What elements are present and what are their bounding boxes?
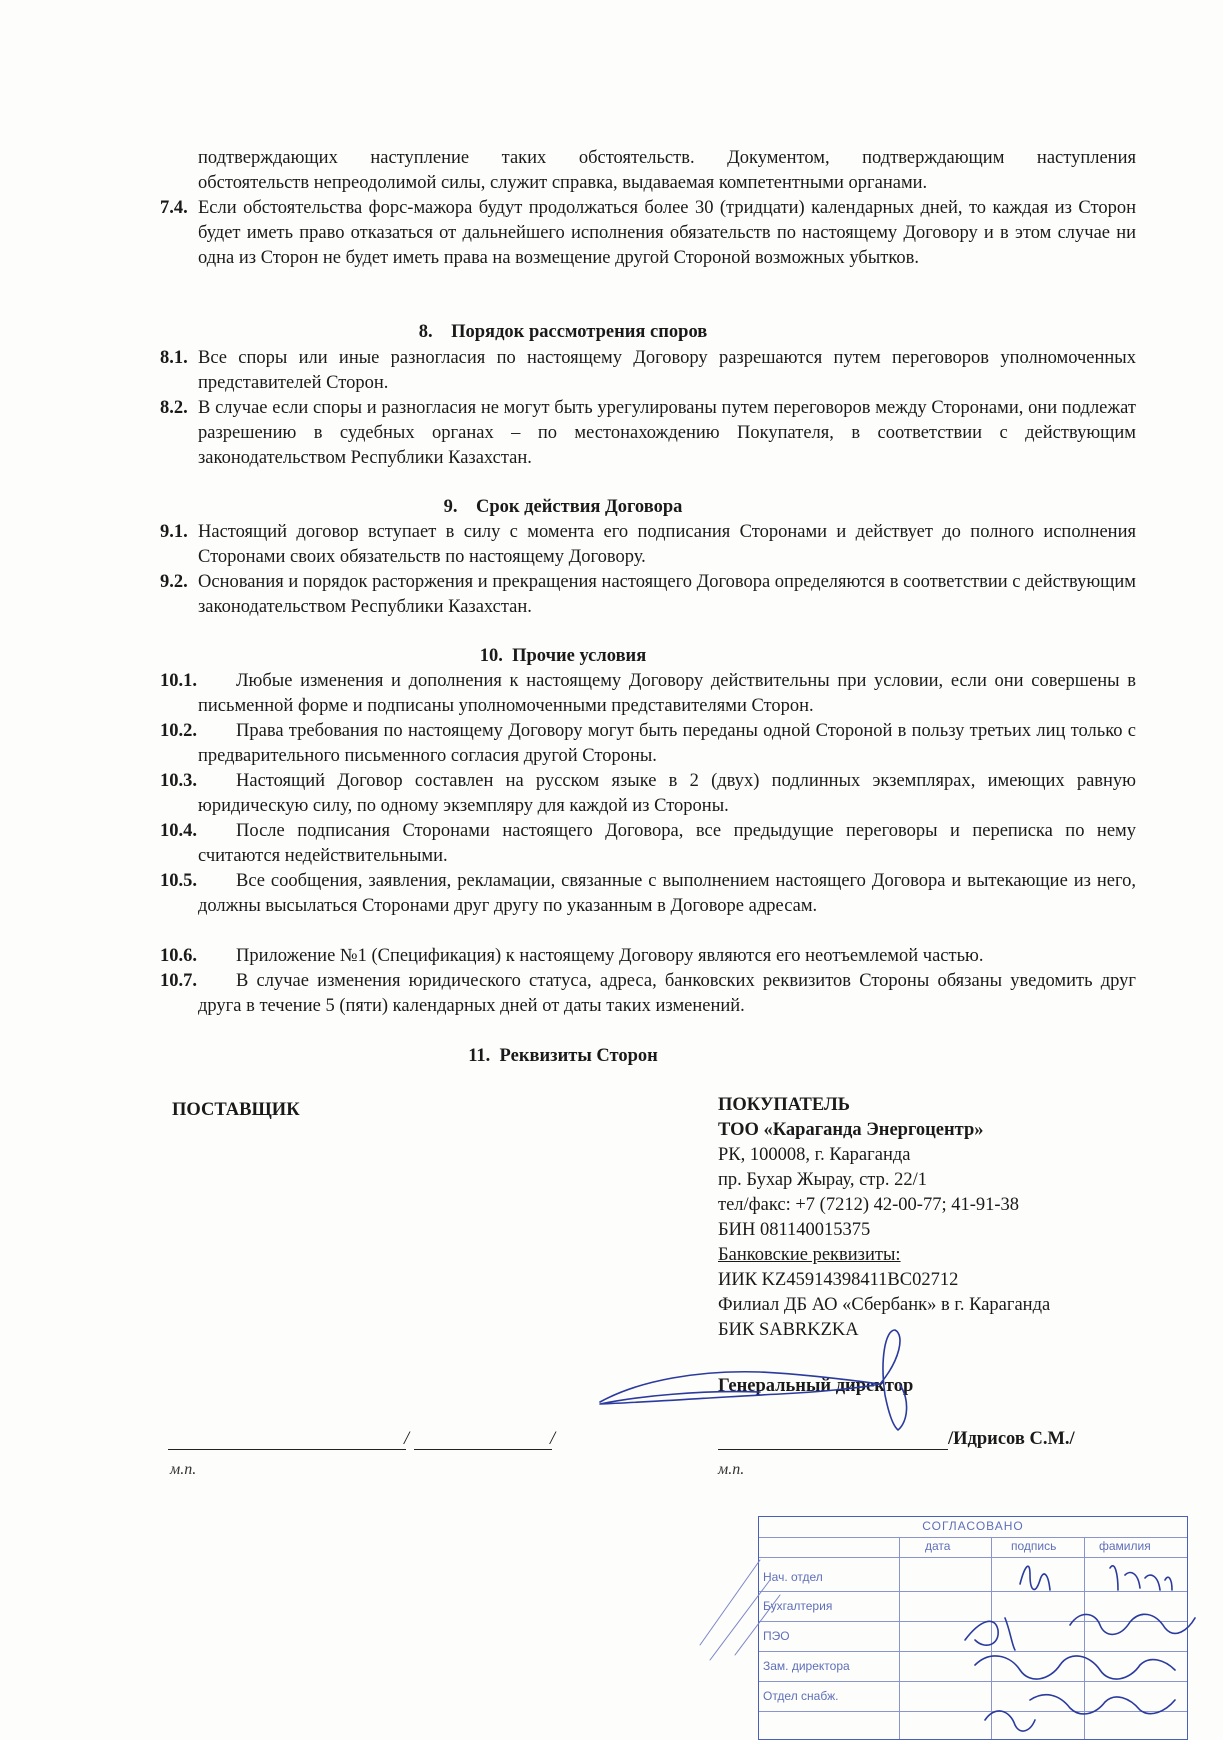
sec7-continuation-line2: обстоятельств непреодолимой силы, служит справка, выдаваемая компетентными органами. (198, 173, 928, 193)
buyer-company-name: ТОО «Караганда Энергоцентр» (718, 1120, 984, 1140)
buyer-stamp-place: м.п. (718, 1461, 745, 1478)
stamp-signature-2 (1110, 1566, 1172, 1590)
clause-9-2-text: Основания и порядок расторжения и прекращения настоящего Договора определяются в соответствии с действующим законодательством Республики Казахстан. (198, 572, 1136, 617)
clause-7-4-text: Если обстоятельства форс-мажора будут продолжаться более 30 (тридцати) календарных дней, то каждая из Сторон будет иметь право отказаться от дальнейшего исполнения обязательств по настоящему Договору и в этом случае ни одна из Сторон не будет иметь права на возмещение другой Стороной возможных убытков. (198, 198, 1136, 268)
clause-8-1-text: Все споры или иные разногласия по настоящему Договору разрешаются путем переговоров уполномоченных представителей Сторон. (198, 348, 1136, 393)
stamp-row-1: Нач. отдел (763, 1570, 823, 1584)
stamp-signature-3 (965, 1618, 1015, 1650)
buyer-bank-name: Филиал ДБ АО «Сбербанк» в г. Караганда (718, 1295, 1051, 1315)
buyer-bin: БИН 081140015375 (718, 1220, 871, 1240)
buyer-phone: тел/факс: +7 (7212) 42-00-77; 41-91-38 (718, 1195, 1020, 1215)
clause-10-7-number: 10.7. (160, 971, 197, 991)
buyer-label: ПОКУПАТЕЛЬ (718, 1095, 850, 1115)
clause-10-3-text: Настоящий Договор составлен на русском языке в 2 (двух) подлинных экземплярах, имеющих равную юридическую силу, по одному экземпляру для каждой из Стороны. (198, 771, 1136, 816)
stamp-signature-4 (1070, 1614, 1195, 1634)
director-signature (600, 1330, 907, 1430)
section-11-title: 11. Реквизиты Сторон (468, 1046, 658, 1066)
clause-8-1-number: 8.1. (160, 348, 188, 368)
stamp-signature-7 (985, 1711, 1035, 1731)
buyer-bik: БИК SABRKZKA (718, 1320, 859, 1340)
stamp-signature-1 (1020, 1566, 1050, 1590)
supplier-stamp-place: м.п. (170, 1461, 197, 1478)
clause-10-2-text: Права требования по настоящему Договору могут быть переданы одной Стороной в пользу третьих лиц только с предварительного письменного согласия другой Стороны. (198, 721, 1136, 766)
clause-10-1-text: Любые изменения и дополнения к настоящему Договору действительны при условии, если они совершены в письменной форме и подписаны уполномоченными представителями Сторон. (198, 671, 1136, 716)
clause-10-1-number: 10.1. (160, 671, 197, 691)
section-8-title: 8. Порядок рассмотрения споров (418, 322, 708, 342)
clause-8-2-number: 8.2. (160, 398, 188, 418)
clause-10-3-number: 10.3. (160, 771, 197, 791)
section-10-title: 10. Прочие условия (479, 646, 647, 666)
stamp-col-sign: подпись (1011, 1539, 1057, 1553)
clause-9-1-number: 9.1. (160, 522, 188, 542)
section-9-title: 9. Срок действия Договора (443, 497, 683, 517)
clause-10-4-text: После подписания Сторонами настоящего Договора, все предыдущие переговоры и переписка по нему считаются недействительными. (198, 821, 1136, 866)
stamp-col-date: дата (925, 1539, 951, 1553)
stamp-diagonal-stroke (700, 1560, 780, 1660)
sec7-continuation-line1: подтверждающих наступление таких обстоятельств. Документом, подтверждающим наступления (198, 148, 1136, 168)
stamp-row-4: Зам. директора (763, 1659, 850, 1673)
stamp-row-3: ПЭО (763, 1629, 790, 1643)
stamp-row-2: Бухгалтерия (763, 1599, 833, 1613)
clause-7-4-number: 7.4. (160, 198, 188, 218)
supplier-signature-slash-1: / (404, 1429, 410, 1449)
stamp-row-5: Отдел снабж. (763, 1689, 839, 1703)
clause-9-2-number: 9.2. (160, 572, 188, 592)
approval-stamp-title: СОГЛАСОВАНО (922, 1519, 1024, 1533)
stamp-col-name: фамилия (1099, 1539, 1151, 1553)
supplier-signature-slash-2: / (550, 1429, 556, 1449)
buyer-iik: ИИК KZ45914398411BC02712 (718, 1270, 959, 1290)
supplier-label: ПОСТАВЩИК (172, 1100, 300, 1120)
buyer-address-line1: РК, 100008, г. Караганда (718, 1145, 911, 1165)
clause-9-1-text: Настоящий договор вступает в силу с момента его подписания Сторонами и действует до полного исполнения Сторонами своих обязательств по настоящему Договору. (198, 522, 1136, 567)
buyer-director-name: /Идрисов С.М./ (948, 1429, 1075, 1449)
clause-10-2-number: 10.2. (160, 721, 197, 741)
bank-details-label: Банковские реквизиты: (718, 1245, 901, 1265)
clause-10-6-number: 10.6. (160, 946, 197, 966)
director-title: Генеральный директор (718, 1376, 914, 1396)
clause-10-6-text: Приложение №1 (Спецификация) к настоящему Договору являются его неотъемлемой частью. (236, 946, 984, 966)
clause-10-7-text: В случае изменения юридического статуса, адреса, банковских реквизитов Стороны обязаны уведомить друг друга в течение 5 (пяти) календарных дней от даты таких изменений. (198, 971, 1136, 1016)
buyer-address-line2: пр. Бухар Жырау, стр. 22/1 (718, 1170, 927, 1190)
clause-10-4-number: 10.4. (160, 821, 197, 841)
clause-10-5-number: 10.5. (160, 871, 197, 891)
clause-8-2-text: В случае если споры и разногласия не могут быть урегулированы путем переговоров между Сторонами, они подлежат разрешению в судебных органах – по местонахождению Покупателя, в соответствии с действующим законодательством Республики Казахстан. (198, 398, 1136, 468)
stamp-signature-6 (1030, 1695, 1175, 1714)
clause-10-5-text: Все сообщения, заявления, рекламации, связанные с выполнением настоящего Договора и вытекающие из него, должны высылаться Сторонами друг другу по указанным в Договоре адресам. (198, 871, 1136, 916)
stamp-signature-5 (975, 1656, 1175, 1679)
